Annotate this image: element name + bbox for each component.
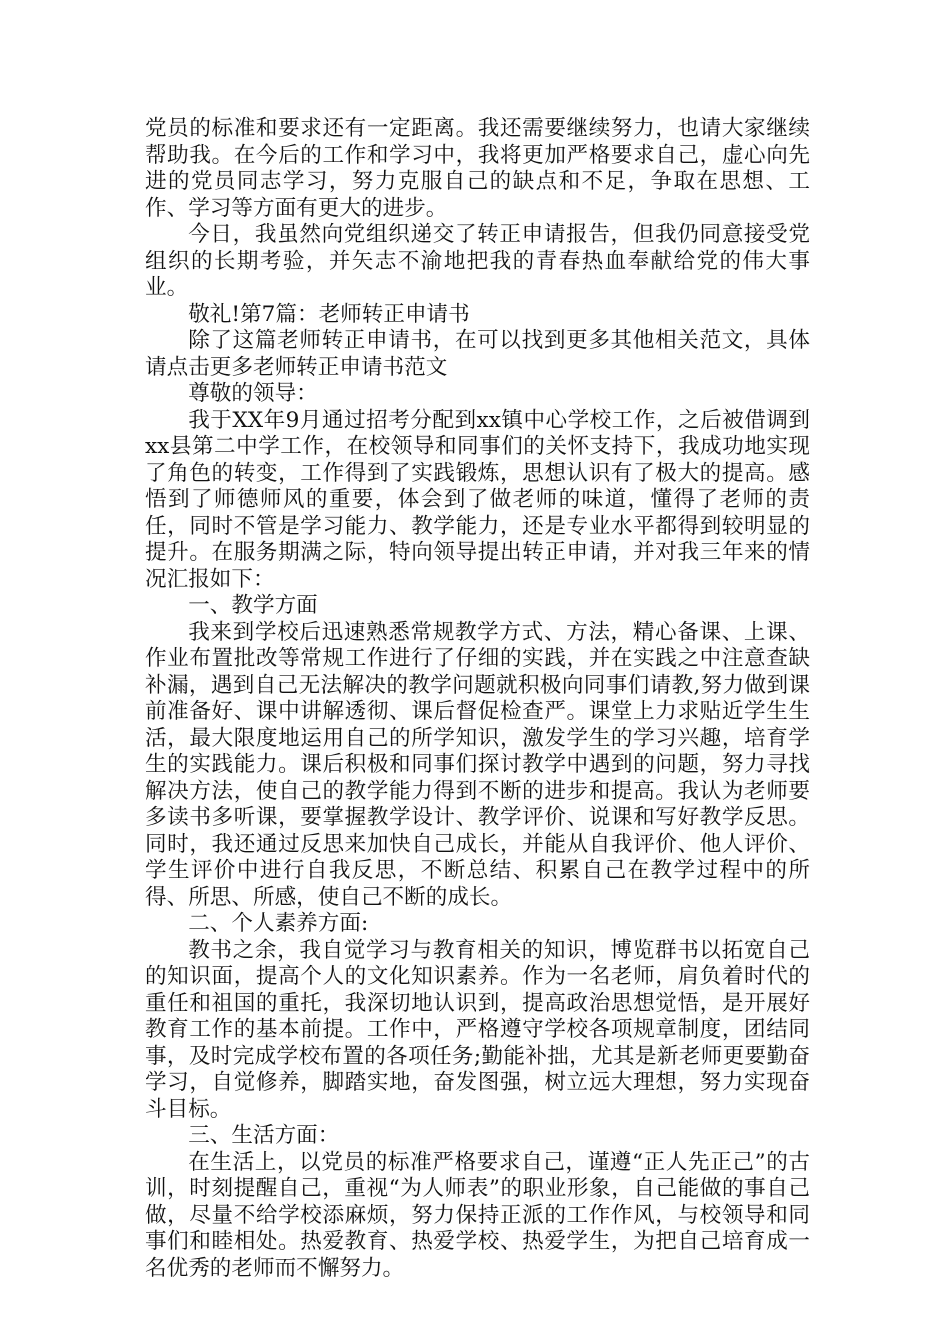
paragraph-continued: 党员的标准和要求还有一定距离。我还需要继续努力，也请大家继续帮助我。在今后的工作和学习中，我将更加严格要求自己，虚心向先进的党员同志学习，努力克服自己的缺点和不足，争取在思想、工作、学习等方面有更大的进步。 (145, 116, 810, 221)
paragraph-greeting: 尊敬的领导： (188, 381, 318, 406)
paragraph-teaching: 我来到学校后迅速熟悉常规教学方式、方法，精心备课、上课、作业布置批改等常规工作进行了仔细的实践，并在实践之中注意查缺补漏，遇到自己无法解决的教学问题就积极向同事们请教,努力做到课前准备好、课中讲解透彻、课后督促检查严。课堂上力求贴近学生生活，最大限度地运用自己的所学知识，激发学生的学习兴趣，培育学生的实践能力。课后积极和同事们探讨教学中遇到的问题，努力寻找解决方法，使自己的教学能力得到不断的进步和提高。我认为老师要多读书多听课，要掌握教学设计、教学评价、说课和写好教学反思。同时，我还通过反思来加快自己成长，并能从自我评价、他人评价、学生评价中进行自我反思，不断总结、积累自己在教学过程中的所得、所思、所感，使自己不断的成长。 (145, 619, 810, 910)
document-body (145, 116, 810, 1282)
paragraph-salute-heading: 敬礼!第7篇：老师转正申请书 (188, 301, 470, 327)
section-heading-teaching: 一、教学方面 (188, 593, 318, 618)
section-heading-life: 三、生活方面： (188, 1123, 340, 1148)
paragraph-related-note: 除了这篇老师转正申请书，在可以找到更多其他相关范文，具体请点击更多老师转正申请书范文 (145, 328, 810, 380)
paragraph-submission: 今日，我虽然向党组织递交了转正申请报告，但我仍同意接受党组织的长期考验，并矢志不渝地把我的青春热血奉献给党的伟大事业。 (145, 222, 810, 300)
paragraph-life: 在生活上，以党员的标准严格要求自己，谨遵“正人先正己”的古训，时刻提醒自己，重视“为人师表”的职业形象，自己能做的事自己做，尽量不给学校添麻烦，努力保持正派的工作作风，与校领导和同事们和睦相处。热爱教育、热爱学校、热爱学生，为把自己培育成一名优秀的老师而不懈努力。 (145, 1149, 810, 1281)
section-heading-personal: 二、个人素养方面: (188, 911, 369, 936)
paragraph-personal: 教书之余，我自觉学习与教育相关的知识，博览群书以拓宽自己的知识面，提高个人的文化知识素养。作为一名老师，肩负着时代的重任和祖国的重托，我深切地认识到，提高政治思想觉悟，是开展好教育工作的基本前提。工作中，严格遵守学校各项规章制度，团结同事，及时完成学校布置的各项任务;勤能补拙，尤其是新老师更要勤奋学习，自觉修养，脚踏实地，奋发图强，树立远大理想，努力实现奋斗目标。 (145, 937, 810, 1122)
paragraph-introduction: 我于XX年9月通过招考分配到xx镇中心学校工作，之后被借调到xx县第二中学工作，在校领导和同事们的关怀支持下，我成功地实现了角色的转变，工作得到了实践锻炼，思想认识有了极大的提高。感悟到了师德师风的重要，体会到了做老师的味道，懂得了老师的责任，同时不管是学习能力、教学能力，还是专业水平都得到较明显的提升。在服务期满之际，特向领导提出转正申请，并对我三年来的情况汇报如下： (145, 407, 810, 592)
